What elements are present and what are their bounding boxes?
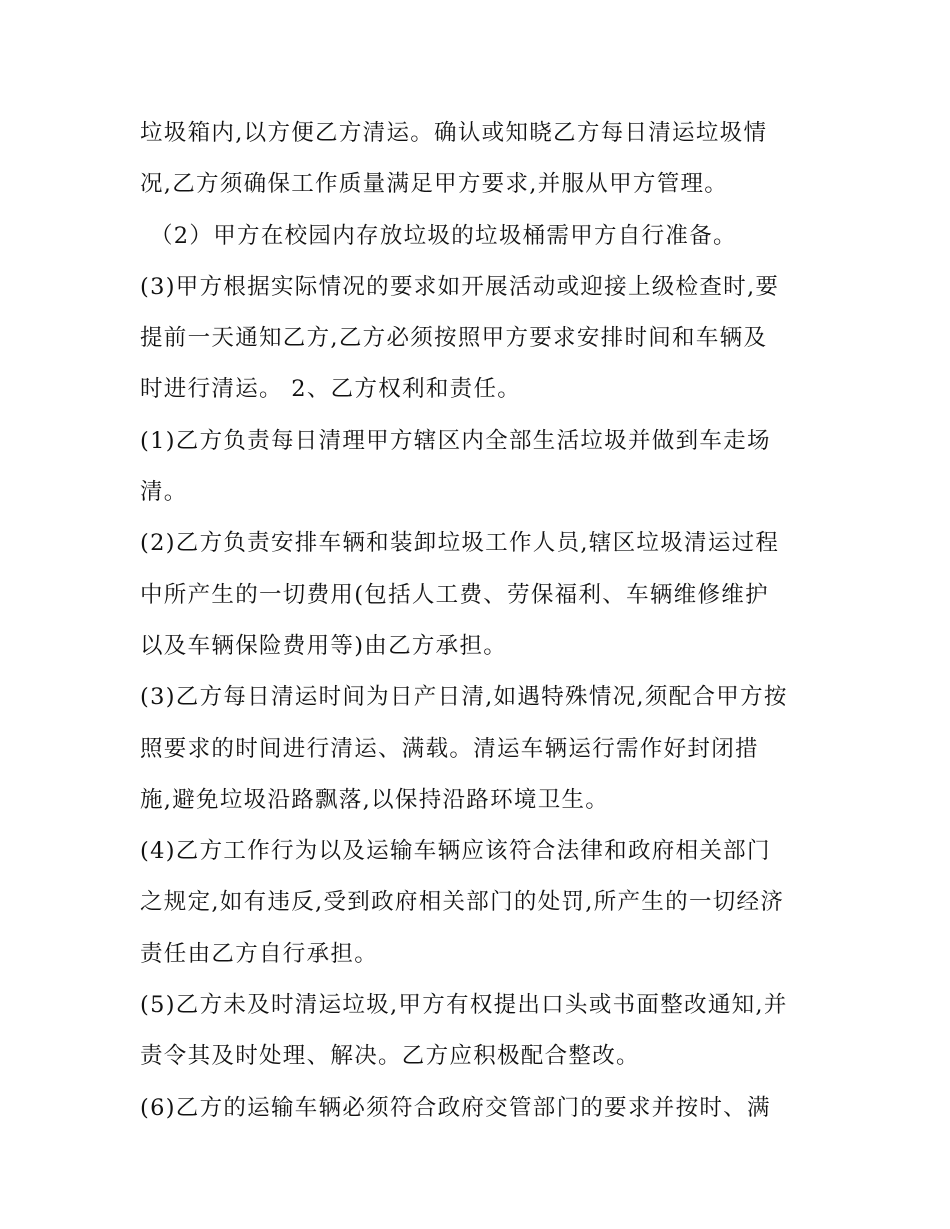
document-body — [140, 108, 810, 1134]
text-line: 以及车辆保险费用等)由乙方承担。 — [140, 632, 508, 659]
text-line: 清。 — [140, 479, 188, 506]
text-line: 中所产生的一切费用(包括人工费、劳保福利、车辆维修维护 — [140, 581, 769, 608]
text-line: 照要求的时间进行清运、满载。清运车辆运行需作好封闭措 — [140, 735, 759, 762]
text-line: 责令其及时处理、解决。乙方应积极配合整改。 — [140, 1043, 640, 1070]
text-line: 况,乙方须确保工作质量满足甲方要求,并服从甲方管理。 — [140, 171, 729, 198]
text-line: (3)甲方根据实际情况的要求如开展活动或迎接上级检查时,要 — [140, 273, 780, 300]
text-line: 提前一天通知乙方,乙方必须按照甲方要求安排时间和车辆及 — [140, 325, 768, 352]
text-line: (5)乙方未及时清运垃圾,甲方有权提出口头或书面整改通知,并 — [140, 992, 788, 1019]
text-line: （2）甲方在校园内存放垃圾的垃圾桶需甲方自行准备。 — [150, 222, 737, 249]
text-line: (3)乙方每日清运时间为日产日清,如遇特殊情况,须配合甲方按 — [140, 684, 788, 711]
text-line: 垃圾箱内,以方便乙方清运。确认或知晓乙方每日清运垃圾情 — [140, 120, 768, 146]
text-line: 时进行清运。 2、乙方权利和责任。 — [140, 376, 522, 403]
text-line: 施,避免垃圾沿路飘落,以保持沿路环境卫生。 — [140, 786, 610, 813]
text-line: 责任由乙方自行承担。 — [140, 940, 379, 967]
text-line: (4)乙方工作行为以及运输车辆应该符合法律和政府相关部门 — [140, 838, 771, 865]
text-line: (2)乙方负责安排车辆和装卸垃圾工作人员,辖区垃圾清运过程 — [140, 530, 780, 557]
text-line: (1)乙方负责每日清理甲方辖区内全部生活垃圾并做到车走场 — [140, 427, 771, 454]
text-line: 之规定,如有违反,受到政府相关部门的处罚,所产生的一切经济 — [140, 889, 785, 916]
text-line: (6)乙方的运输车辆必须符合政府交管部门的要求并按时、满 — [140, 1094, 771, 1121]
